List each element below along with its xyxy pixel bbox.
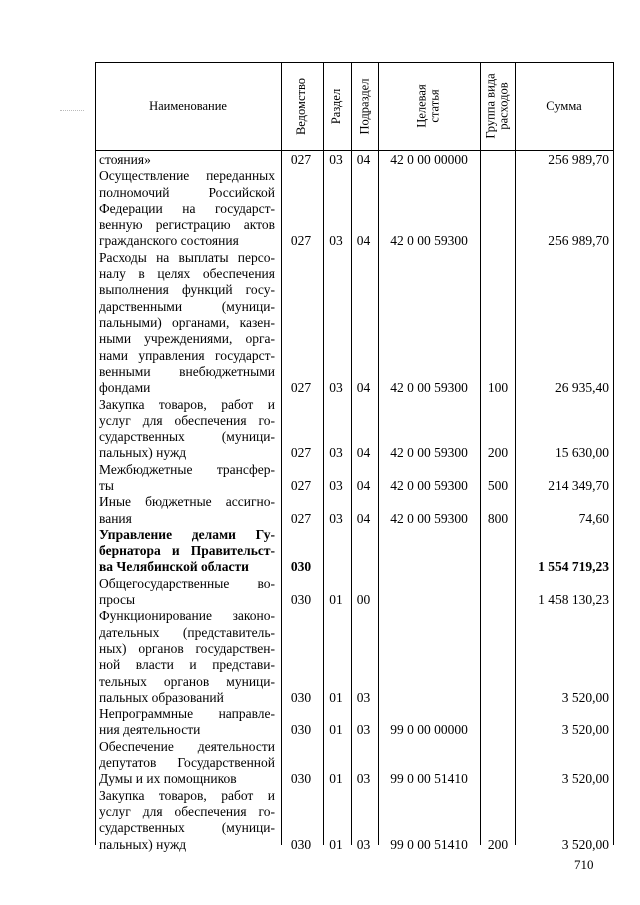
table-row <box>95 739 613 788</box>
cell-name-line: ной власти и представи- <box>99 657 275 673</box>
cell-podrazdel: 04 <box>356 510 371 526</box>
cell-name <box>99 788 275 853</box>
cell-summa: 3 520,00 <box>561 689 609 705</box>
cell-name-line: депутатов Государственной <box>99 755 275 771</box>
cell-summa: 256 989,70 <box>548 152 609 167</box>
cell-razdel: 03 <box>329 510 343 526</box>
cell-name-line: ными учреждениями, орга- <box>99 331 275 347</box>
cell-summa: 74,60 <box>578 510 609 526</box>
cell-name-line: пальными) органами, казен- <box>99 314 275 330</box>
cell-name-line: сударственных (муници- <box>99 429 275 445</box>
cell-name-line: ты <box>99 477 114 493</box>
cell-name-line: венными внебюджетными <box>99 363 275 379</box>
cell-vedomstvo: 030 <box>290 722 312 738</box>
cell-name-line: тельных органов муници- <box>99 673 275 689</box>
table-row <box>95 706 613 739</box>
table-row <box>95 462 613 495</box>
header-gruppa-label <box>485 73 511 138</box>
cell-razdel: 01 <box>329 771 343 787</box>
cell-vedomstvo: 027 <box>290 233 312 249</box>
cell-razdel: 01 <box>329 836 343 852</box>
cell-name-line: Обеспечение деятельности <box>99 738 275 754</box>
cell-name-line: налу в целях обеспечения <box>99 266 275 282</box>
cell-vedomstvo: 030 <box>290 689 312 705</box>
header-gruppa-line2: расходов <box>496 82 511 130</box>
cell-celevaya-statya: 42 0 00 00000 <box>390 152 468 167</box>
cell-name-line: Иные бюджетные ассигно- <box>99 494 275 510</box>
cell-name <box>99 462 275 495</box>
cell-vedomstvo: 027 <box>290 380 312 396</box>
cell-name-line: бернатора и Правительст- <box>99 543 275 559</box>
page-number: 710 <box>574 857 594 872</box>
cell-name-line: пальных образований <box>99 689 224 705</box>
cell-podrazdel: 03 <box>356 771 371 787</box>
cell-podrazdel: 03 <box>356 722 371 738</box>
cell-name-line: полномочий Российской <box>99 184 275 200</box>
cell-podrazdel: 04 <box>356 152 371 167</box>
cell-vedomstvo: 027 <box>290 477 312 493</box>
header-celevaya-line2: статья <box>428 89 442 123</box>
cell-summa: 3 520,00 <box>561 722 609 738</box>
cell-celevaya-statya: 99 0 00 51410 <box>390 836 468 852</box>
cell-summa: 1 554 719,23 <box>538 559 609 575</box>
cell-name-line: фондами <box>99 380 151 396</box>
cell-vedomstvo: 027 <box>290 445 312 461</box>
cell-gruppa-vida: 500 <box>487 477 509 493</box>
cell-name <box>99 739 275 788</box>
header-razdel <box>323 62 351 150</box>
cell-name-line: ва Челябинской области <box>99 559 249 575</box>
cell-name-line: Думы и их помощников <box>99 771 237 787</box>
cell-razdel: 03 <box>329 380 343 396</box>
header-vedomstvo <box>281 62 323 150</box>
header-celevaya-label <box>416 84 442 127</box>
cell-celevaya-statya: 99 0 00 51410 <box>390 771 468 787</box>
cell-celevaya-statya: 42 0 00 59300 <box>390 445 468 461</box>
cell-vedomstvo: 030 <box>290 559 312 575</box>
cell-razdel: 01 <box>329 689 343 705</box>
cell-gruppa-vida: 100 <box>487 380 509 396</box>
cell-name-line: пальных) нужд <box>99 836 187 852</box>
cell-name <box>99 527 275 576</box>
cell-razdel: 03 <box>329 233 343 249</box>
table-row <box>95 397 613 462</box>
cell-summa: 3 520,00 <box>561 836 609 852</box>
cell-name <box>99 168 275 249</box>
cell-name <box>99 250 275 397</box>
cell-vedomstvo: 027 <box>290 152 312 167</box>
header-vedomstvo-label: Ведомство <box>294 77 309 135</box>
cell-name-line: просы <box>99 592 136 608</box>
cell-name <box>99 576 275 609</box>
cell-name <box>99 608 275 706</box>
cell-name-line: дательных (представитель- <box>99 624 275 640</box>
table-row <box>95 788 613 853</box>
cell-vedomstvo: 027 <box>290 510 312 526</box>
header-summa <box>515 62 613 150</box>
cell-name-line: Федерации на государст- <box>99 200 275 216</box>
cell-podrazdel: 03 <box>356 836 371 852</box>
cell-gruppa-vida: 200 <box>487 836 509 852</box>
cell-celevaya-statya: 42 0 00 59300 <box>390 477 468 493</box>
cell-podrazdel: 04 <box>356 233 371 249</box>
cell-name-line: ных) органов государствен- <box>99 640 275 656</box>
budget-table <box>95 62 613 852</box>
table-row <box>95 608 613 706</box>
cell-name-line: Расходы на выплаты персо- <box>99 249 275 265</box>
table-top-border <box>95 62 613 63</box>
cell-name-line: венную регистрацию актов <box>99 217 275 233</box>
cell-celevaya-statya: 42 0 00 59300 <box>390 233 468 249</box>
header-podrazdel <box>351 62 378 150</box>
cell-name <box>99 397 275 462</box>
col-border <box>613 62 614 845</box>
cell-name <box>99 494 275 527</box>
table-row <box>95 494 613 527</box>
cell-name-line: стояния» <box>99 152 151 167</box>
cell-name-line: Осуществление переданных <box>99 168 275 184</box>
header-celevaya-line1: Целевая <box>415 84 429 128</box>
table-row <box>95 152 613 168</box>
cell-razdel: 01 <box>329 592 343 608</box>
cell-celevaya-statya: 42 0 00 59300 <box>390 510 468 526</box>
header-name <box>95 62 281 150</box>
cell-razdel: 03 <box>329 152 343 167</box>
cell-name-line: нами управления государст- <box>99 347 275 363</box>
cell-name-line: пальных) нужд <box>99 445 187 461</box>
header-celevaya <box>378 62 480 150</box>
table-row <box>95 168 613 250</box>
cell-name-line: Непрограммные направле- <box>99 706 275 722</box>
cell-name-line: гражданского состояния <box>99 233 239 249</box>
table-row <box>95 250 613 397</box>
cell-celevaya-statya: 99 0 00 00000 <box>390 722 468 738</box>
cell-summa: 26 935,40 <box>555 380 609 396</box>
header-summa-label: Сумма <box>546 98 582 113</box>
cell-name-line: услуг для обеспечения го- <box>99 803 275 819</box>
cell-name-line: вания <box>99 510 132 526</box>
cell-name-line: Закупка товаров, работ и <box>99 787 275 803</box>
header-razdel-label: Раздел <box>329 88 344 124</box>
header-gruppa-line1: Группа вида <box>483 73 498 139</box>
cell-name <box>99 706 275 739</box>
cell-name-line: Закупка товаров, работ и <box>99 396 275 412</box>
cell-razdel: 01 <box>329 722 343 738</box>
cell-razdel: 03 <box>329 477 343 493</box>
table-row <box>95 527 613 576</box>
cell-name-line: Межбюджетные трансфер- <box>99 461 275 477</box>
cell-name-line: дарственными (муници- <box>99 298 275 314</box>
cell-name-line: сударственных (муници- <box>99 820 275 836</box>
cell-summa: 3 520,00 <box>561 771 609 787</box>
cell-name-line: Функционирование законо- <box>99 608 275 624</box>
header-podrazdel-label: Подраздел <box>357 78 371 134</box>
cell-podrazdel: 04 <box>356 380 371 396</box>
cell-podrazdel: 00 <box>356 592 371 608</box>
cell-celevaya-statya: 42 0 00 59300 <box>390 380 468 396</box>
cell-summa: 1 458 130,23 <box>538 592 609 608</box>
cell-summa: 256 989,70 <box>548 233 609 249</box>
cell-vedomstvo: 030 <box>290 836 312 852</box>
cell-vedomstvo: 030 <box>290 771 312 787</box>
cell-summa: 15 630,00 <box>555 445 609 461</box>
cell-name <box>99 152 275 168</box>
cell-gruppa-vida: 800 <box>487 510 509 526</box>
cell-gruppa-vida: 200 <box>487 445 509 461</box>
cell-summa: 214 349,70 <box>548 477 609 493</box>
cell-name-line: Управление делами Гу- <box>99 526 275 542</box>
cell-name-line: ния деятельности <box>99 722 201 738</box>
header-gruppa <box>480 62 515 150</box>
cell-name-line: Общегосударственные во- <box>99 575 275 591</box>
cell-podrazdel: 04 <box>356 477 371 493</box>
margin-mark <box>60 110 84 111</box>
cell-vedomstvo: 030 <box>290 592 312 608</box>
cell-name-line: выполнения функций госу- <box>99 282 275 298</box>
cell-razdel: 03 <box>329 445 343 461</box>
cell-podrazdel: 03 <box>356 689 371 705</box>
cell-name-line: услуг для обеспечения го- <box>99 412 275 428</box>
header-bottom-border <box>95 150 613 151</box>
cell-podrazdel: 04 <box>356 445 371 461</box>
table-row <box>95 576 613 609</box>
header-name-label: Наименование <box>149 98 227 113</box>
